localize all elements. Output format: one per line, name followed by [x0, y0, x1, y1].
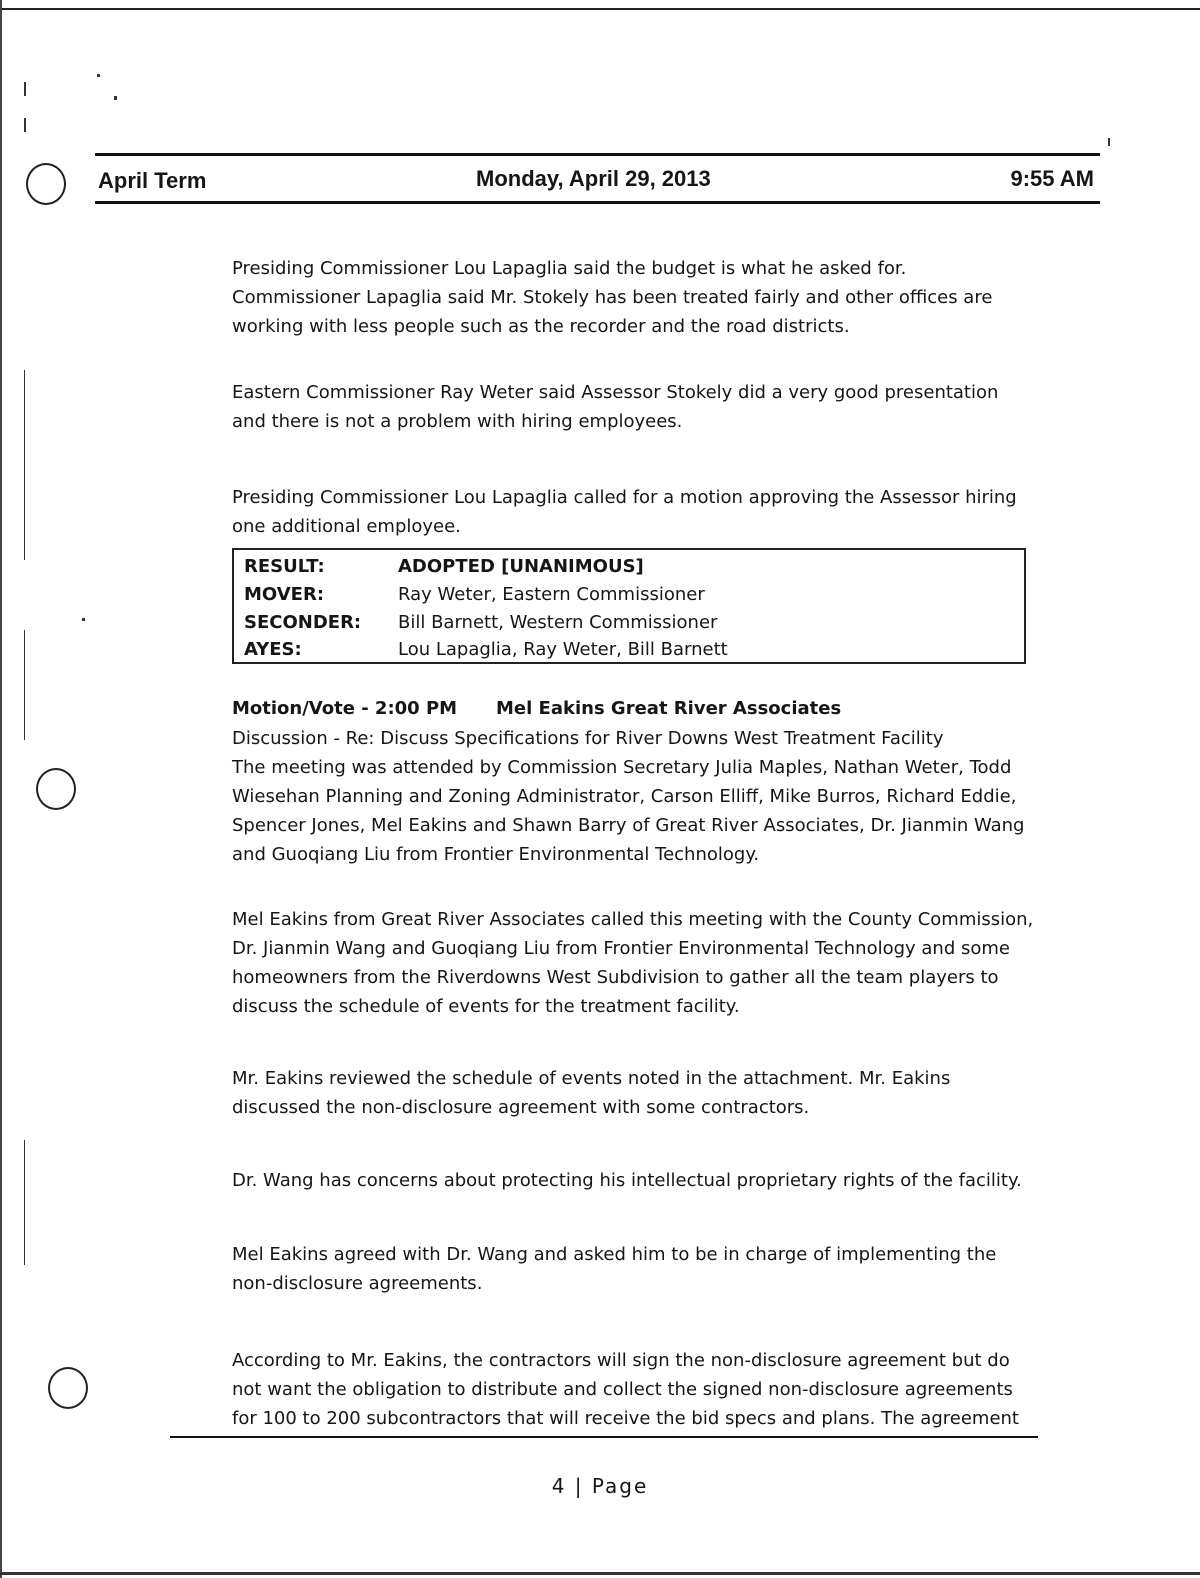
motion-subject: Mel Eakins Great River Associates — [496, 698, 842, 719]
paragraph — [232, 1240, 1032, 1298]
text-line: Presiding Commissioner Lou Lapaglia called for a motion approving the Assessor hiring — [232, 487, 1017, 508]
header-rule-top — [95, 153, 1100, 156]
paragraph — [232, 378, 1032, 436]
vote-row-seconder — [244, 612, 1014, 638]
scan-border-top — [0, 8, 1200, 10]
scan-speck — [82, 618, 85, 621]
meeting-date: Monday, April 29, 2013 — [476, 166, 711, 191]
scan-speck — [24, 630, 25, 740]
text-line: discussed the non-disclosure agreement with some contractors. — [232, 1097, 810, 1118]
vote-row-result — [244, 556, 1014, 582]
vote-label: SECONDER: — [244, 612, 362, 633]
scan-speck — [1108, 138, 1110, 146]
paragraph — [232, 483, 1032, 541]
header-rule-bottom — [95, 201, 1100, 204]
vote-row-ayes — [244, 639, 1014, 665]
text-line: working with less people such as the recorder and the road districts. — [232, 316, 850, 337]
scan-speck — [24, 370, 25, 560]
text-line: homeowners from the Riverdowns West Subdivision to gather all the team players to — [232, 967, 999, 988]
paragraph — [232, 724, 1032, 869]
vote-result-table — [232, 548, 1026, 664]
meeting-time: 9:55 AM — [1010, 166, 1094, 191]
paragraph — [232, 1166, 1032, 1195]
text-line: The meeting was attended by Commission Secretary Julia Maples, Nathan Weter, Todd — [232, 757, 1012, 778]
page-number: 4 | Page — [551, 1474, 649, 1498]
punch-hole-icon — [36, 768, 76, 810]
punch-hole-icon — [48, 1367, 88, 1409]
text-line: discuss the schedule of events for the treatment facility. — [232, 996, 740, 1017]
vote-value: ADOPTED [UNANIMOUS] — [398, 556, 644, 577]
text-line: one additional employee. — [232, 516, 461, 537]
text-line: Mr. Eakins reviewed the schedule of events noted in the attachment. Mr. Eakins — [232, 1068, 951, 1089]
paragraph — [232, 254, 1032, 341]
scan-speck — [24, 1140, 25, 1265]
text-line: Mel Eakins agreed with Dr. Wang and asked him to be in charge of implementing the — [232, 1244, 997, 1265]
text-line: Dr. Jianmin Wang and Guoqiang Liu from Frontier Environmental Technology and some — [232, 938, 1010, 959]
scan-speck — [114, 96, 117, 100]
text-line: Dr. Wang has concerns about protecting his intellectual proprietary rights of the facility. — [232, 1170, 1022, 1191]
vote-value: Bill Barnett, Western Commissioner — [398, 612, 718, 633]
text-line: and there is not a problem with hiring employees. — [232, 411, 683, 432]
text-line: Spencer Jones, Mel Eakins and Shawn Barry of Great River Associates, Dr. Jianmin Wang — [232, 815, 1025, 836]
paragraph — [232, 1346, 1032, 1433]
text-line: Mel Eakins from Great River Associates called this meeting with the County Commission, — [232, 909, 1034, 930]
text-line: for 100 to 200 subcontractors that will receive the bid specs and plans. The agreement — [232, 1408, 1019, 1429]
motion-label: Motion/Vote - 2:00 PM — [232, 698, 458, 719]
footer-rule — [170, 1436, 1038, 1438]
term-label: April Term — [98, 168, 207, 193]
paragraph — [232, 1064, 1032, 1122]
page-header — [98, 164, 1094, 198]
punch-hole-icon — [26, 163, 66, 205]
text-line: non-disclosure agreements. — [232, 1273, 483, 1294]
text-line: Wiesehan Planning and Zoning Administrator, Carson Elliff, Mike Burros, Richard Eddie, — [232, 786, 1017, 807]
vote-value: Ray Weter, Eastern Commissioner — [398, 584, 705, 605]
motion-heading — [232, 698, 842, 719]
text-line: and Guoqiang Liu from Frontier Environmental Technology. — [232, 844, 760, 865]
vote-label: RESULT: — [244, 556, 325, 577]
text-line: Presiding Commissioner Lou Lapaglia said the budget is what he asked for. — [232, 258, 907, 279]
scan-speck — [24, 118, 26, 132]
text-line: According to Mr. Eakins, the contractors will sign the non-disclosure agreement but do — [232, 1350, 1010, 1371]
text-line: Eastern Commissioner Ray Weter said Assessor Stokely did a very good presentation — [232, 382, 999, 403]
vote-row-mover — [244, 584, 1014, 610]
scan-border-left — [0, 0, 2, 1578]
scan-speck — [24, 82, 26, 96]
vote-value: Lou Lapaglia, Ray Weter, Bill Barnett — [398, 639, 728, 660]
text-line: Commissioner Lapaglia said Mr. Stokely has been treated fairly and other offices are — [232, 287, 993, 308]
scan-speck — [97, 74, 100, 77]
vote-label: MOVER: — [244, 584, 325, 605]
paragraph — [232, 905, 1032, 1021]
text-line: Discussion - Re: Discuss Specifications for River Downs West Treatment Facility — [232, 728, 944, 749]
vote-label: AYES: — [244, 639, 302, 660]
text-line: not want the obligation to distribute and collect the signed non-disclosure agreements — [232, 1379, 1013, 1400]
scan-border-bottom — [0, 1572, 1200, 1575]
